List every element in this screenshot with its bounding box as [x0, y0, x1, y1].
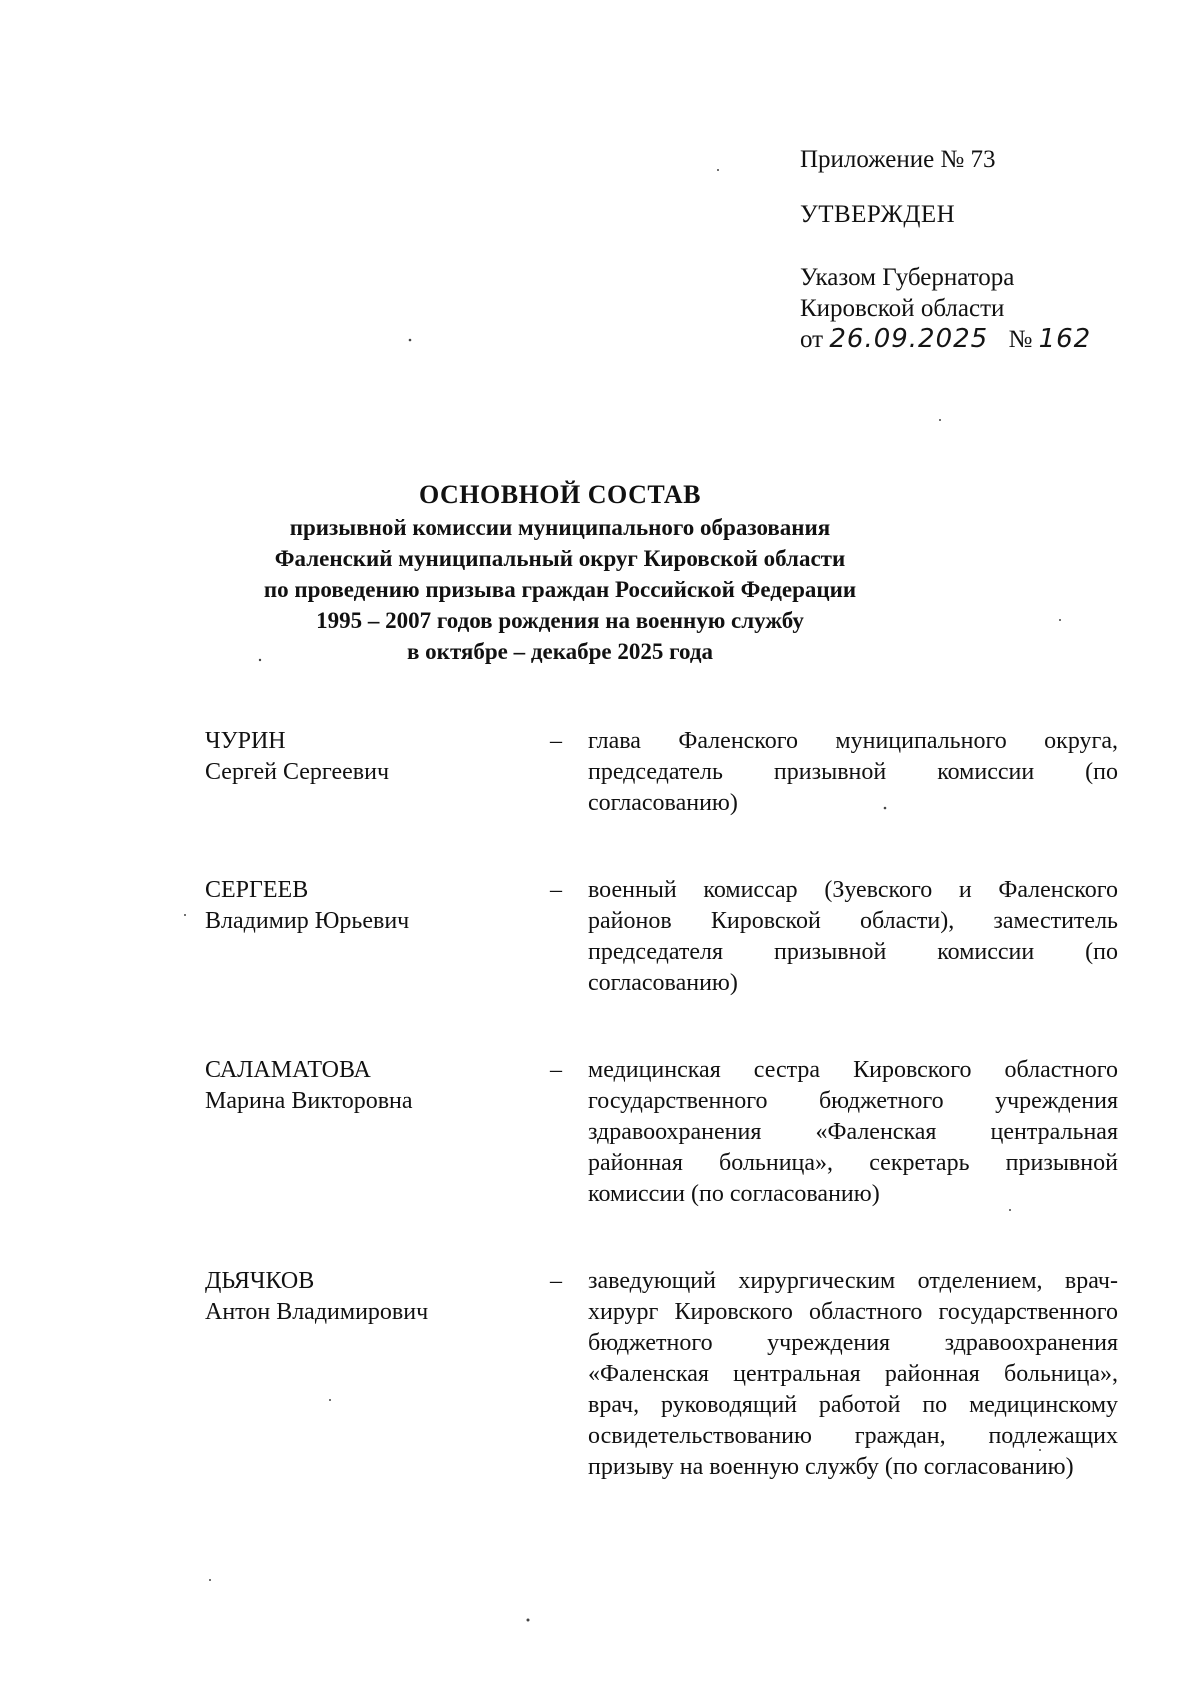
title-line-2: Фаленский муниципальный округ Кировской области: [274, 546, 846, 571]
member-given-names: Владимир Юрьевич: [205, 908, 410, 934]
handwritten-date: 26.09.2025: [829, 324, 989, 354]
member-role: глава Фаленского муниципального округа, председатель призывной комиссии (по согласованию): [588, 728, 1118, 816]
title-main: ОСНОВНОЙ СОСТАВ: [418, 480, 702, 509]
member-surname: СЕРГЕЕВ: [205, 877, 309, 903]
member-surname: САЛАМАТОВА: [205, 1057, 371, 1083]
member-role: медицинская сестра Кировского областного государственного бюджетного учреждения здравоохранения «Фаленская центральная районная больница», секретарь призывной комиссии (по согласованию): [588, 1057, 1118, 1207]
decree-line-1: Указом Губернатора: [800, 264, 1015, 291]
approved-stamp-text: УТВЕРЖДЕН: [800, 201, 956, 228]
member-dash: –: [550, 1268, 562, 1294]
member-given-names: Антон Владимирович: [205, 1299, 429, 1325]
member-surname: ДЬЯЧКОВ: [205, 1268, 315, 1294]
member-dash: –: [550, 1057, 562, 1083]
title-line-3: по проведению призыва граждан Российской Федерации: [263, 577, 857, 602]
member-role: военный комиссар (Зуевского и Фаленского районов Кировской области), заместитель председателя призывной комиссии (по согласованию): [588, 877, 1118, 996]
number-prefix: №: [1008, 326, 1033, 353]
member-dash: –: [550, 877, 562, 903]
title-line-4: 1995 – 2007 годов рождения на военную службу: [316, 608, 804, 633]
member-dash: –: [550, 728, 562, 754]
member-role: заведующий хирургическим отделением, врач-хирург Кировского областного государственного бюджетного учреждения здравоохранения «Фаленская центральная районная больница», врач, руководящий работой по медицинскому освидетельствованию граждан, подлежащих призыву на военную службу (по согласованию): [588, 1268, 1118, 1480]
decree-line-2: Кировской области: [800, 295, 1005, 322]
title-line-5: в октябре – декабре 2025 года: [407, 639, 713, 664]
annex-number: Приложение № 73: [800, 146, 996, 173]
date-prefix: от: [800, 326, 824, 353]
member-given-names: Сергей Сергеевич: [205, 759, 390, 785]
handwritten-number: 162: [1038, 324, 1092, 354]
member-given-names: Марина Викторовна: [205, 1088, 413, 1114]
member-surname: ЧУРИН: [205, 728, 286, 754]
title-line-1: призывной комиссии муниципального образования: [289, 515, 831, 540]
